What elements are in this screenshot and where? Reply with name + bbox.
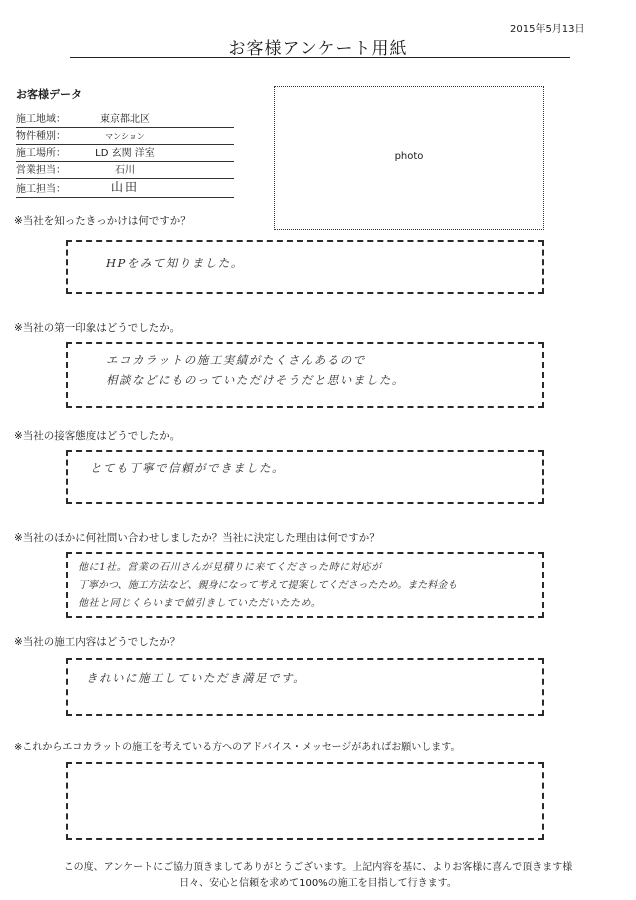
area-label: 施工地域： xyxy=(16,114,66,125)
customer-section-label: お客様データ xyxy=(16,88,82,101)
answer-1-line-1: HPをみて知りました。 xyxy=(106,256,244,270)
info-row-area xyxy=(16,110,234,128)
answer-box-3 xyxy=(66,450,544,504)
answer-4-line-2: 丁寧かつ、施工方法など、親身になって考えて提案してくださったため。また料金も xyxy=(78,580,458,591)
question-3: ※当社の接客態度はどうでしたか。 xyxy=(14,430,181,442)
question-1: ※当社を知ったきっかけは何ですか？ xyxy=(14,215,191,227)
answer-3-line-1: とても丁寧で信頼ができました。 xyxy=(90,461,285,475)
answer-2-line-2: 相談などにものっていただけそうだと思いました。 xyxy=(106,373,405,387)
type-value: マンション xyxy=(105,132,145,141)
sales-label: 営業担当： xyxy=(16,165,66,176)
answer-box-6 xyxy=(66,762,544,840)
info-row-construction xyxy=(16,180,234,198)
answer-4-line-3: 他社と同じくらいまで値引きしていただいたため。 xyxy=(78,598,322,609)
constr-label: 施工担当： xyxy=(16,184,66,195)
info-row-sales xyxy=(16,161,234,179)
info-row-type xyxy=(16,127,234,145)
question-4: ※当社のほかに何社問い合わせしましたか？当社に決定した理由は何ですか？ xyxy=(14,532,380,544)
answer-box-1 xyxy=(66,240,544,294)
answer-5-line-1: きれいに施工していただき満足です。 xyxy=(86,671,307,685)
answer-box-2 xyxy=(66,342,544,408)
area-value: 東京都北区 xyxy=(100,114,150,125)
answer-4-line-1: 他に1社。営業の石川さんが見積りに来てくださった時に対応が xyxy=(78,562,382,573)
place-label: 施工場所： xyxy=(16,148,66,159)
question-2: ※当社の第一印象はどうでしたか。 xyxy=(14,322,181,334)
footer-line-1: この度、アンケートにご協力頂きましてありがとうございます。上記内容を基に、よりお客様に喜んで頂きます様 xyxy=(63,862,573,873)
question-6: ※これからエコカラットの施工を考えている方へのアドバイス・メッセージがあればお願いします。 xyxy=(14,742,461,753)
photo-placeholder xyxy=(274,86,544,230)
constr-value: 山田 xyxy=(110,180,139,194)
info-row-place xyxy=(16,144,234,162)
place-value: LD 玄関 洋室 xyxy=(95,148,155,159)
title-underline xyxy=(70,57,570,58)
question-5: ※当社の施工内容はどうでしたか？ xyxy=(14,636,181,648)
sales-value: 石川 xyxy=(115,165,135,176)
footer-line-2: 日々、安心と信頼を求めて100%の施工を目指して行きます。 xyxy=(179,878,457,889)
page-title: お客様アンケート用紙 xyxy=(228,39,408,59)
answer-box-5 xyxy=(66,658,544,716)
photo-label: photo xyxy=(394,151,424,162)
survey-date: 2015年5月13日 xyxy=(510,24,585,35)
answer-box-4 xyxy=(66,552,544,618)
answer-2-line-1: エコカラットの施工実績がたくさんあるので xyxy=(106,353,366,367)
type-label: 物件種別： xyxy=(16,131,66,142)
